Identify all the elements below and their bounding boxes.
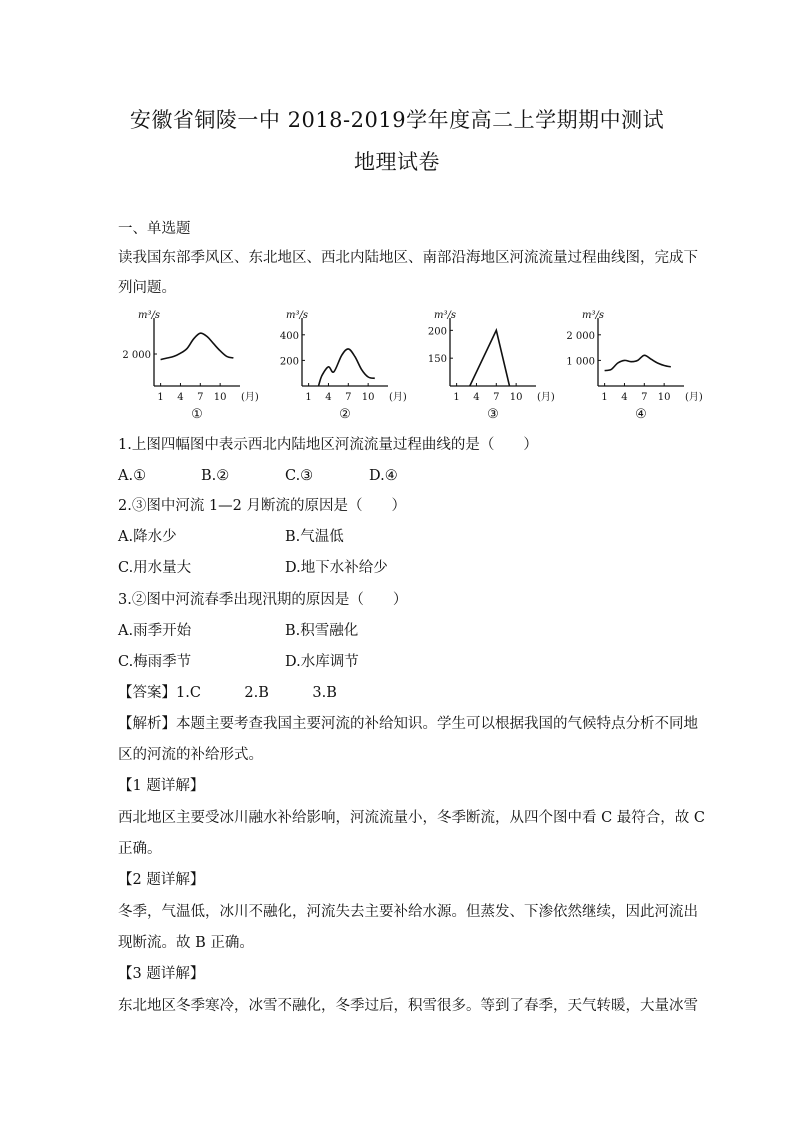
- analysis-line-1: 【解析】本题主要考查我国主要河流的补给知识。学生可以根据我国的气候特点分析不同地: [118, 716, 698, 732]
- detail-2-line-2: 现断流。故 B 正确。: [118, 935, 254, 951]
- q3-option-a: A.雨季开始: [118, 623, 192, 639]
- chart-3-x-tick-label-1: 1: [453, 392, 460, 403]
- chart-4-svg: [560, 308, 705, 432]
- chart-1-x-tick-label-4: 10: [213, 392, 227, 403]
- chart-3-x-tick-label-4: 10: [509, 392, 523, 403]
- chart-3-y-unit: m³/s: [434, 310, 456, 321]
- chart-1: [116, 308, 261, 436]
- chart-3-flow-line: [470, 330, 510, 386]
- intro-line-1: 读我国东部季风区、东北地区、西北内陆地区、南部沿海地区河流流量过程曲线图，完成下: [118, 250, 698, 266]
- chart-3-label: ③: [487, 407, 499, 422]
- chart-1-x-tick-label-1: 1: [157, 392, 164, 403]
- chart-1-label: ①: [191, 407, 203, 422]
- question-2-stem: 2.③图中河流 1—2 月断流的原因是（ ）: [118, 498, 407, 514]
- chart-2: [264, 308, 409, 436]
- chart-2-x-tick-label-4: 10: [361, 392, 375, 403]
- document-title: 安徽省铜陵一中 2018-2019学年度高二上学期期中测试: [129, 108, 665, 132]
- q2-option-c: C.用水量大: [118, 560, 192, 576]
- flow-charts: [116, 308, 706, 432]
- chart-1-y-tick-label-1: 2 000: [122, 350, 151, 361]
- chart-4-x-tick-label-1: 1: [601, 392, 608, 403]
- chart-2-x-tick-label-1: 1: [305, 392, 312, 403]
- chart-4: [560, 308, 705, 436]
- chart-3-x-unit: (月): [537, 392, 555, 403]
- detail-2-heading: 【2 题详解】: [118, 872, 205, 888]
- detail-1-line-2: 正确。: [118, 841, 162, 857]
- intro-line-2: 列问题。: [118, 280, 176, 296]
- chart-2-x-unit: (月): [389, 392, 407, 403]
- chart-3: [412, 308, 557, 436]
- detail-1-heading: 【1 题详解】: [118, 778, 205, 794]
- q2-option-b: B.气温低: [285, 529, 344, 545]
- chart-4-x-tick-label-4: 10: [657, 392, 671, 403]
- chart-2-svg: [264, 308, 409, 432]
- chart-1-svg: [116, 308, 261, 432]
- chart-4-x-tick-label-2: 4: [621, 392, 628, 403]
- chart-4-y-tick-label-2: 2 000: [566, 330, 595, 342]
- detail-2-line-1: 冬季，气温低，冰川不融化，河流失去主要补给水源。但蒸发、下渗依然继续，因此河流出: [118, 904, 698, 920]
- chart-1-flow-line: [161, 333, 234, 359]
- document-subtitle: 地理试卷: [354, 150, 440, 174]
- chart-1-y-unit: m³/s: [138, 310, 160, 321]
- chart-4-x-unit: (月): [685, 392, 703, 403]
- detail-3-heading: 【3 题详解】: [118, 966, 205, 982]
- q1-option-c: C.③: [285, 468, 314, 484]
- chart-3-x-tick-label-3: 7: [493, 392, 500, 403]
- chart-4-flow-line: [605, 355, 671, 370]
- q1-option-a: A.①: [118, 468, 147, 484]
- chart-2-y-unit: m³/s: [286, 310, 308, 321]
- answer-line: 【答案】1.C 2.B 3.B: [118, 685, 337, 701]
- section-label: 一、单选题: [118, 221, 191, 237]
- detail-1-line-1: 西北地区主要受冰川融水补给影响，河流流量小，冬季断流，从四个图中看 C 最符合，故 C: [118, 810, 706, 826]
- chart-2-flow-line: [319, 349, 375, 386]
- chart-2-y-tick-label-2: 400: [279, 330, 299, 342]
- chart-3-x-tick-label-2: 4: [473, 392, 480, 403]
- chart-4-x-tick-label-3: 7: [641, 392, 648, 403]
- question-3-stem: 3.②图中河流春季出现汛期的原因是（ ）: [118, 592, 408, 608]
- chart-3-svg: [412, 308, 557, 432]
- analysis-line-2: 区的河流的补给形式。: [118, 747, 263, 763]
- q3-option-b: B.积雪融化: [285, 623, 359, 639]
- question-1-stem: 1.上图四幅图中表示西北内陆地区河流流量过程曲线的是（ ）: [118, 437, 538, 453]
- detail-3-line-1: 东北地区冬季寒冷，冰雪不融化，冬季过后，积雪很多。等到了春季，天气转暖，大量冰雪: [118, 998, 698, 1014]
- chart-4-label: ④: [635, 407, 647, 422]
- chart-4-y-unit: m³/s: [582, 310, 604, 321]
- chart-1-x-tick-label-3: 7: [197, 392, 204, 403]
- chart-1-x-unit: (月): [241, 392, 259, 403]
- chart-2-x-tick-label-2: 4: [325, 392, 332, 403]
- chart-4-y-tick-label-1: 1 000: [566, 356, 595, 368]
- q1-option-b: B.②: [201, 468, 230, 484]
- q2-option-d: D.地下水补给少: [285, 560, 388, 576]
- chart-2-label: ②: [339, 407, 351, 422]
- chart-2-x-tick-label-3: 7: [345, 392, 352, 403]
- q1-option-d: D.④: [369, 468, 398, 484]
- q3-option-c: C.梅雨季节: [118, 654, 192, 670]
- chart-3-y-tick-label-2: 200: [427, 326, 447, 338]
- chart-3-y-tick-label-1: 150: [427, 354, 447, 366]
- q2-option-a: A.降水少: [118, 529, 177, 545]
- q3-option-d: D.水库调节: [285, 654, 359, 670]
- chart-2-y-tick-label-1: 200: [279, 356, 299, 368]
- chart-1-x-tick-label-2: 4: [177, 392, 184, 403]
